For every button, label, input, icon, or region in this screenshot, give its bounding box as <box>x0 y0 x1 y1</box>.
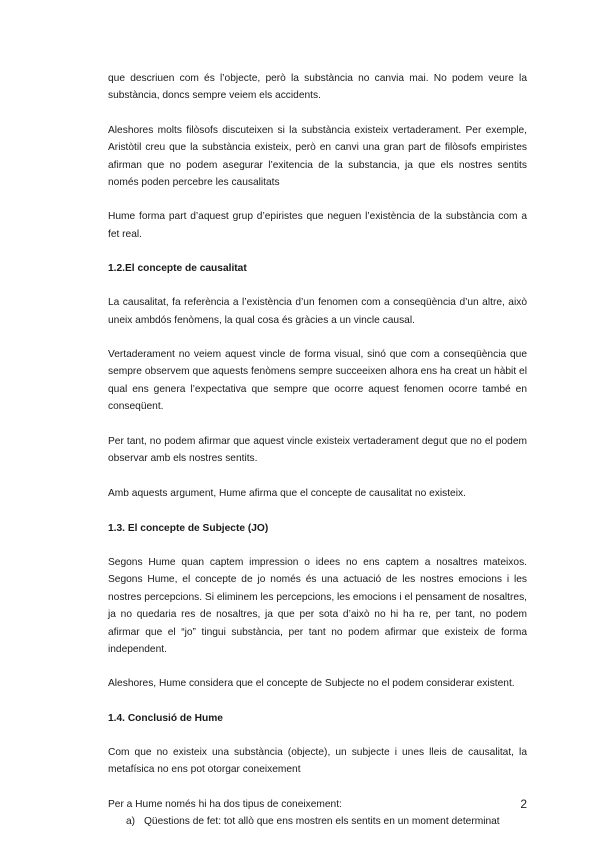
paragraph: Aleshores, Hume considera que el concepte de Subjecte no el podem considerar existent. <box>108 678 515 690</box>
section-heading-conclusio: 1.4. Conclusió de Hume <box>108 712 223 724</box>
paragraph: Segons Hume quan captem impression o idees no ens captem a nosaltres mateixos. Segons Hume, el concepte de jo només és una actuació de les nostres emocions i les nostres percepcions. Si eliminem les percepcions, les emocions i el pensament de nosaltres, ja no quedaria res de nosaltres, ja que per sota d’això no hi ha re, per tant, no podem afirmar que el “jo” tingui substància, per tant no podem afirmar que existeix de forma independent. <box>108 556 527 655</box>
paragraph: Vertaderament no veiem aquest vincle de forma visual, sinó que com a conseqüència que sempre observem que aquests fenòmens sempre succeeixen alhora ens ha creat un hàbit el qual ens genera l’expectativa que sempre que ocorre aquest fenomen ocorre també en conseqüent. <box>108 349 527 413</box>
list-item <box>108 813 527 830</box>
list-item-text: Qüestions de fet: tot allò que ens mostren els sentits en un moment determinat <box>144 815 500 827</box>
paragraph: Hume forma part d’aquest grup d’epiristes que neguen l’existència de la substància com a fet real. <box>108 211 527 240</box>
section-heading-subjecte: 1.3. El concepte de Subjecte (JO) <box>108 522 269 534</box>
list-marker: a) <box>126 815 136 827</box>
paragraph: que descriuen com és l’objecte, però la substància no canvia mai. No podem veure la substància, doncs sempre veiem els accidents. <box>108 73 527 102</box>
paragraph: La causalitat, fa referència a l’existència d’un fenomen com a conseqüència d’un altre, això uneix ambdós fenòmens, la qual cosa és gràcies a un vincle causal. <box>108 297 527 326</box>
page-number: 2 <box>520 797 527 811</box>
paragraph: Aleshores molts filòsofs discuteixen si la substància existeix vertaderament. Per exemple, Aristòtil creu que la substància existeix, però en canvi una gran part de filòsofs empiristes afirman que no podem asegurar l’exitencia de la substancia, ja que els nostres sentits només poden percebre les causalitats <box>108 124 527 189</box>
paragraph: Per a Hume només hi ha dos tipus de coneixement: <box>108 798 342 810</box>
section-heading-causalitat: 1.2.El concepte de causalitat <box>108 263 247 275</box>
paragraph: Amb aquests argument, Hume afirma que el concepte de causalitat no existeix. <box>108 487 466 499</box>
paragraph: Com que no existeix una substància (objecte), un subjecte i unes lleis de causalitat, la metafísica no ens pot otorgar coneixement <box>108 746 527 776</box>
paragraph: Per tant, no podem afirmar que aquest vincle existeix vertaderament degut que no el podem observar amb els nostres sentits. <box>108 435 527 465</box>
